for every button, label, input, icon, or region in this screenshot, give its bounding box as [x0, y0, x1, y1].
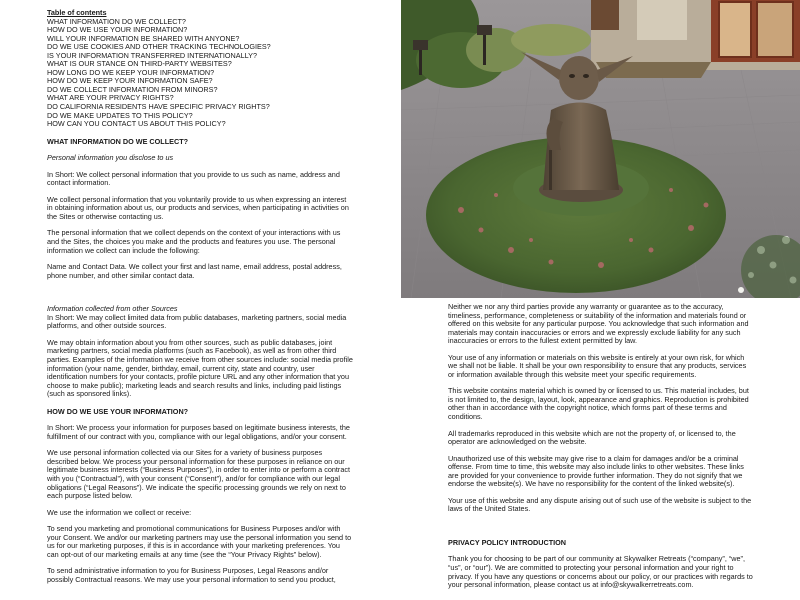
toc-item[interactable]: IS YOUR INFORMATION TRANSFERRED INTERNATIONALLY? — [47, 50, 258, 60]
toc-item[interactable]: DO WE USE COOKIES AND OTHER TRACKING TECHNOLOGIES? — [47, 42, 271, 52]
paragraph: In Short: We process your information for purposes based on legitimate business interests, the fulfillment of our contract with you, compliance with our legal obligations, and/or your consent. — [47, 423, 350, 441]
toc-item[interactable]: HOW DO WE USE YOUR INFORMATION? — [47, 25, 188, 35]
paragraph: This website contains material which is owned by or licensed to us. This material includes, but is not limited to, the design, layout, look, appearance and graphics. Reproduction is prohibited other than in accordance with the copyright notice, which forms part of these terms and conditions. — [448, 386, 749, 422]
toc-item[interactable]: WHAT INFORMATION DO WE COLLECT? — [47, 16, 186, 26]
lamp-post — [477, 25, 492, 35]
paragraph: Thank you for choosing to be part of our community at Skywalker Retreats (“company”, “we”, “us”, or “our”). We are committed to protecting your personal information and your right to privacy. If you have any questions or concerns about our policy, or our practices with regards to your personal information, please contact us at info@skywalkerretreats.com. — [448, 554, 753, 590]
paragraph: Unauthorized use of this website may give rise to a claim for damages and/or be a criminal offense. From time to time, this website may also include links to other websites. These links are provided for your convenience to provide further information. They do not signify that we endorse the website(s). We have no responsibility for the content of the linked website(s). — [448, 453, 744, 489]
paragraph: To send you marketing and promotional communications for Business Purposes and/or with your Consent. We and/or our marketing partners may use the personal information you send to us for our marketing purposes, if this is in accordance with your marketing preferences. You can opt-out of our marketing emails at any time (see the “Your Privacy Rights” below). — [47, 524, 352, 559]
toc-item[interactable]: HOW DO WE KEEP YOUR INFORMATION SAFE? — [47, 76, 213, 86]
paragraph: Your use of any information or materials on this website is entirely at your own risk, for which we shall not be liable. It shall be your own responsibility to ensure that any products, services or information available through this website meet your specific requirements. — [448, 352, 747, 379]
building-window — [637, 0, 687, 40]
toc-title: Table of contents — [47, 8, 107, 17]
paragraph: To send administrative information to you for Business Purposes, Legal Reasons and/or possibly Contractual reasons. We may use your personal information to send you product, — [47, 566, 336, 584]
paragraph: We use the information we collect or receive: — [47, 507, 192, 517]
paragraph: We use personal information collected via our Sites for a variety of business purposes described below. We process your personal information for these purposes in reliance on our legitimate business interests (“Business Purposes”), in order to enter into or perform a contract with you (“Contractual”), with your consent (“Consent”), and/or for compliance with our legal obligations (“Legal Reasons”). We indicate the specific processing grounds we rely on next to each purpose listed below. — [47, 448, 351, 501]
page-gap — [0, 292, 400, 304]
toc-item[interactable]: DO WE COLLECT INFORMATION FROM MINORS? — [47, 84, 218, 94]
toc-item[interactable]: DO WE MAKE UPDATES TO THIS POLICY? — [47, 110, 193, 120]
section-heading: WHAT INFORMATION DO WE COLLECT? — [47, 136, 189, 146]
yoda-fountain-photo — [401, 0, 800, 298]
right-document-panel — [401, 298, 800, 600]
paragraph: In Short: We collect personal information that you provide to us such as name, address and contact information. — [47, 169, 340, 188]
toc-item[interactable]: WHAT IS OUR STANCE ON THIRD-PARTY WEBSITES? — [47, 59, 232, 69]
paragraph: Name and Contact Data. We collect your first and last name, email address, postal address, phone number, and other similar contact data. — [47, 262, 342, 280]
toc-item[interactable]: HOW CAN YOU CONTACT US ABOUT THIS POLICY? — [47, 119, 226, 129]
paragraph: All trademarks reproduced in this website which are not the property of, or licensed to, the operator are acknowledged on the website. — [448, 428, 736, 447]
section-subheading: Personal information you disclose to us — [47, 153, 174, 163]
paragraph: In Short: We may collect limited data from public databases, marketing partners, social media platforms, and other outside sources. — [47, 312, 347, 331]
lamp-post — [413, 40, 428, 50]
statue-head — [559, 56, 599, 100]
paragraph: Your use of this website and any dispute arising out of such use of the website is subject to the laws of the United States. — [448, 495, 752, 514]
section-subheading: Information collected from other Sources — [47, 304, 178, 314]
terms-document — [448, 303, 754, 590]
paragraph: The personal information that we collect depends on the context of your interactions with us and the Sites, the choices you make and the products and features you use. The personal information we collect can include the following: — [47, 228, 341, 255]
statue-eye — [583, 74, 589, 78]
ornamental-grass — [511, 24, 591, 56]
toc-item[interactable]: WILL YOUR INFORMATION BE SHARED WITH ANYONE? — [47, 33, 240, 43]
paragraph: We collect personal information that you voluntarily provide to us when expressing an interest in obtaining information about us, our products and services, when participating in activities on the Sites or otherwise contacting us. — [47, 194, 349, 221]
glass-door — [757, 2, 793, 57]
paragraph: Neither we nor any third parties provide any warranty or guarantee as to the accuracy, timeliness, performance, completeness or suitability of the information and materials found or offered on this website for any particular purpose. You acknowledge that such information and materials may contain inaccuracies or errors and we expressly exclude liability for any such inaccuracies or errors to the fullest extent permitted by law. — [448, 302, 749, 346]
toc-item[interactable]: HOW LONG DO WE KEEP YOUR INFORMATION? — [47, 67, 215, 77]
paragraph: We may obtain information about you from other sources, such as public databases, joint marketing partners, social media platforms (such as Facebook), as well as from other third parties. Examples of the information we receive from other sources include: social media profile information (your name, gender, birthday, email, current city, state and country, user identification numbers for your contacts, profile picture URL and any other information that you choose to make public); marketing leads and search results and links, including paid listings (such as sponsored links). — [47, 337, 353, 399]
statue-eye — [569, 74, 575, 78]
toc-item[interactable]: DO CALIFORNIA RESIDENTS HAVE SPECIFIC PRIVACY RIGHTS? — [47, 102, 270, 112]
glass-door — [719, 2, 751, 57]
photo-scene — [401, 0, 800, 298]
toc-list — [47, 18, 353, 129]
building-window — [591, 0, 619, 30]
statue-cane — [549, 150, 552, 190]
lamp-post — [483, 30, 486, 65]
section-heading: PRIVACY POLICY INTRODUCTION — [448, 537, 567, 547]
section-heading: HOW DO WE USE YOUR INFORMATION? — [47, 406, 189, 416]
toc-item[interactable]: WHAT ARE YOUR PRIVACY RIGHTS? — [47, 93, 174, 103]
